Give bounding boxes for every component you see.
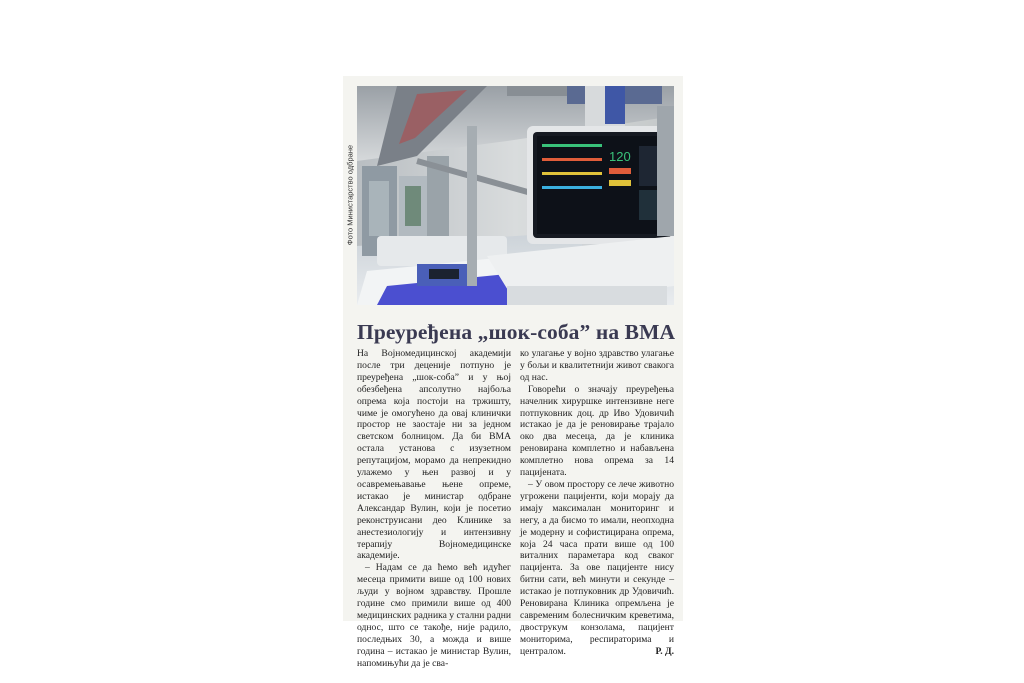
article-column-2 <box>520 348 674 658</box>
paragraph: ко улагање у војно здравство улагање у бољи и квалитетнији живот свакога од нас. <box>520 348 674 383</box>
photo-credit-text: Фото Министарство одбране <box>345 144 355 246</box>
article-column-1 <box>357 348 511 669</box>
paragraph: Говорећи о значају преуређења начелник хируршке интензивне неге потпуковник доц. др Иво Удовичић истакао је да је реновирање трајало око два месеца, да је клиника реновирана комплетно и набављена комплетно нова опрема за 14 пацијената. <box>520 383 674 479</box>
photo-credit <box>344 90 356 300</box>
article-headline: Преуређена „шок-соба” на ВМА <box>357 320 676 344</box>
paragraph <box>520 479 674 658</box>
paragraph-text: – У овом простору се лече животно угрожени пацијенти, који морају да имају максималан мониторинг и негу, а да бисмо то имали, неопходна је модерну и софистицирана опрема, која 24 часа прати више од 100 виталних параметара код сваког пацијента. За ове пацијенте нису битни сати, већ минути и секунде – истакао је потпуковник др Удовичић. Реновирана Клиника опремљена је савременим болесничким креветима, двострукум конзолама, пацијент мониторима, респираторима и централом. <box>520 478 674 657</box>
article-photo <box>357 86 674 305</box>
author-signature: Р. Д. <box>655 645 674 657</box>
newspaper-clipping <box>343 76 683 669</box>
monitor-reading: 120 <box>609 149 631 164</box>
paragraph: На Војномедицинској академији после три деценије потпуно је преуређена „шок-соба” и у њој обезбеђена апсолутно најбоља опрема која постоји на тржишту, чиме је омогућено да овај клинички простор не заостаје ни за једном светском болницом. Да би ВМА остала установа с изузетном репутацијом, морамо да непрекидно улажемо у њен развој и у осавремењавање њене опреме, истакао је министар одбране Александар Вулин, који је посетио реконструисани део Клинике за анестезиологију и интензивну терапију Војномедицинске академије. <box>357 348 511 562</box>
hospital-room-photo <box>357 86 674 305</box>
paragraph: – Надам се да ћемо већ идућег месеца примити више од 100 нових људи у војном здравству. Прошле године смо примили више од 400 медицинских радника у стални радни однос, што се такође, није радило, последњих 30, а можда и више година – истакао је министар Вулин, напомињући да је сва- <box>357 562 512 669</box>
